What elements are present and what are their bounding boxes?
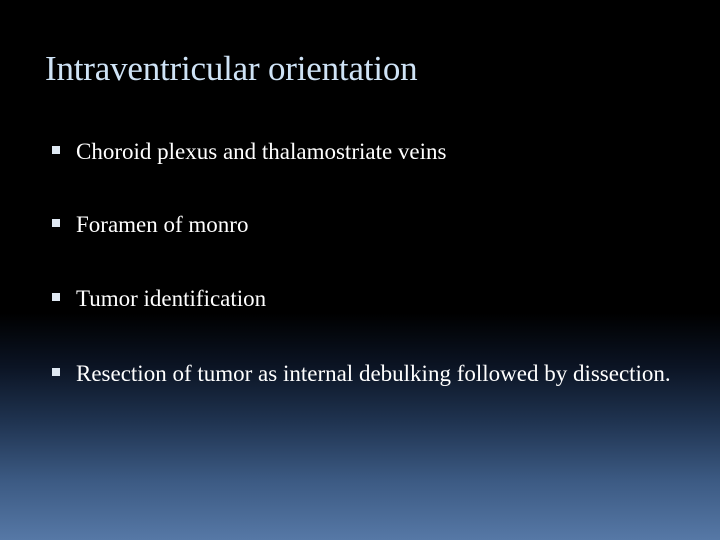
list-item	[52, 358, 692, 389]
square-bullet-icon	[52, 368, 60, 376]
square-bullet-icon	[52, 146, 60, 154]
bullet-text: Foramen of monro	[76, 212, 249, 237]
list-item	[52, 136, 692, 167]
square-bullet-icon	[52, 293, 60, 301]
slide-title: Intraventricular orientation	[45, 49, 418, 88]
square-bullet-icon	[52, 219, 60, 227]
bullet-text: Tumor identification	[76, 286, 267, 311]
list-item	[52, 209, 692, 240]
list-item	[52, 283, 692, 314]
bullet-text: Choroid plexus and thalamostriate veins	[76, 139, 447, 164]
bullet-text: Resection of tumor as internal debulking followed by dissection.	[76, 361, 671, 386]
